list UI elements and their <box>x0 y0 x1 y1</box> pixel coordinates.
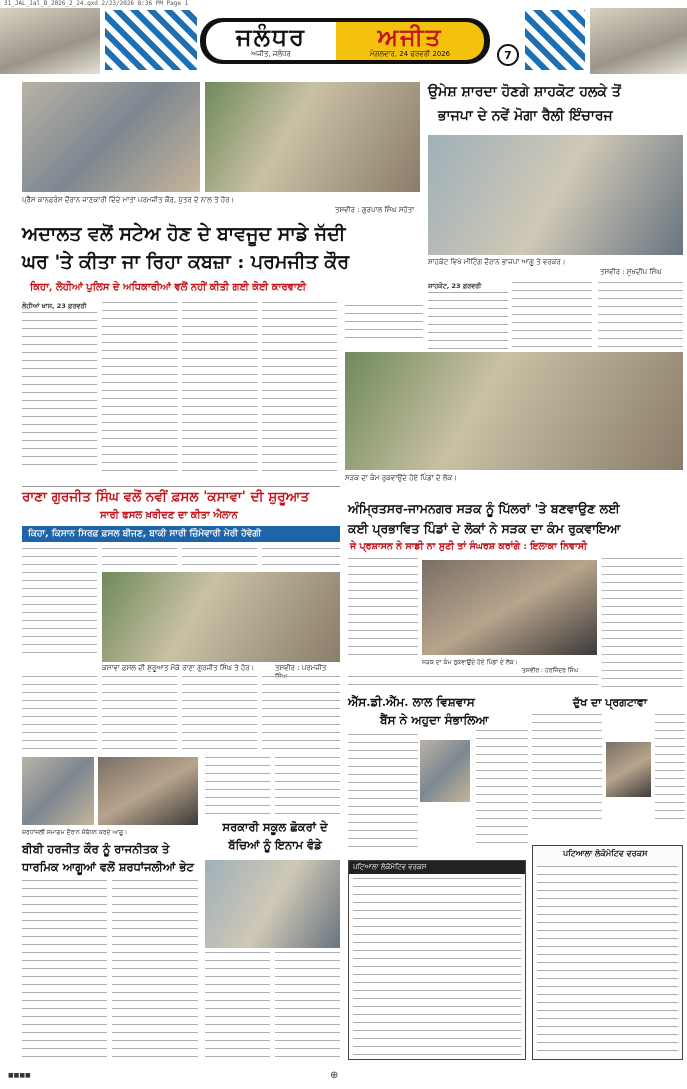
story-bottom-mid-photo <box>205 860 340 948</box>
story-bottom-mid-headline-2: ਬੱਚਿਆਂ ਨੂੰ ਇਨਾਮ ਵੰਡੇ <box>228 838 322 852</box>
story-top-left-headline-2: ਘਰ 'ਤੇ ਕੀਤਾ ਜਾ ਰਿਹਾ ਕਬਜ਼ਾ : ਪਰਮਜੀਤ ਕੌਰ <box>22 251 350 273</box>
story-top-left-photo-2 <box>205 82 420 192</box>
story-top-right-column-0 <box>345 305 423 345</box>
story-mid-right-caption: ਸੜਕ ਦਾ ਕੰਮ ਰੁਕਵਾਉਂਦੇ ਹੋਏ ਪਿੰਡਾਂ ਦੇ ਲੋਕ। <box>422 659 518 666</box>
masthead-title-left: ਜਲੰਧਰ <box>236 21 306 51</box>
story-mid-left-credit: ਤਸਵੀਰ : ਪਰਮਜੀਤ <box>275 664 327 672</box>
story-top-right-headline-1: ਉਮੇਸ਼ ਸ਼ਾਰਦਾ ਹੋਣਗੇ ਸ਼ਾਹਕੋਟ ਹਲਕੇ ਤੋਂ <box>428 84 621 100</box>
notice-ad-left <box>348 860 526 1060</box>
notice-ad-right-title: ਪਟਿਆਲਾ ਲੋਕੋਮੋਟਿਵ ਵਰਕਸ <box>563 849 648 858</box>
story-bottom-mid-text-2 <box>275 757 340 817</box>
story-mid-left-photo <box>102 572 340 662</box>
story-mid-right-headline-2: ਕਈ ਪ੍ਰਭਾਵਿਤ ਪਿੰਡਾਂ ਦੇ ਲੋਕਾਂ ਨੇ ਸੜਕ ਦਾ ਕੰਮ ਰੁਕਵਾਇਆ <box>348 521 621 536</box>
story-bottom-right-headline-1: ਐੱਸ.ਡੀ.ਐੱਮ. ਲਾਲ ਵਿਸ਼ਵਾਸ <box>348 695 475 709</box>
story-top-left-headline-1: ਅਦਾਲਤ ਵਲੋਂ ਸਟੇਅ ਹੋਣ ਦੇ ਬਾਵਜੂਦ ਸਾਡੇ ਜੱਦੀ <box>22 223 346 245</box>
story-top-left-credit: ਤਸਵੀਰ : ਗੁਰਪਾਲ ਸਿੰਘ ਸਹੋਤਾ <box>335 206 415 214</box>
story-bottom-mid-headline-1: ਸਰਕਾਰੀ ਸਕੂਲ ਛੋਕਰਾਂ ਦੇ <box>222 820 328 834</box>
notice-ad-right <box>532 845 683 1060</box>
registration-mark-icon: ⊕ <box>330 1070 339 1081</box>
header-building-photo-left <box>0 8 100 74</box>
masthead-title-right: ਅਜੀਤ <box>377 21 443 51</box>
story-bottom-left-photo-2 <box>98 757 198 825</box>
divider <box>22 486 340 487</box>
story-top-right-caption: ਸ਼ਾਹਕੋਟ ਵਿਖੇ ਮੀਟਿੰਗ ਦੌਰਾਨ ਭਾਜਪਾ ਆਗੂ ਤੇ ਵਰਕਰ। <box>428 258 566 266</box>
story-mid-left-column-6 <box>102 676 177 756</box>
story-top-left-caption: ਪ੍ਰੈੱਸ ਕਾਨਫ਼ਰੰਸ ਦੌਰਾਨ ਜਾਣਕਾਰੀ ਦਿੰਦੇ ਮਾਤਾ ਪਰਮਜੀਤ ਕੌਰ, ਪੁੱਤਰ ਦੇ ਨਾਲ ਤੇ ਹੋਰ। <box>22 196 235 204</box>
print-slug: 31_JAL_Jal_B_2026_2_24.qxd 2/23/2026 8:36 PM Page 1 <box>4 0 189 7</box>
masthead-subtitle: ਅਜੀਤ, ਜਲੰਧਰ <box>251 49 291 58</box>
story-mid-right-column-2 <box>602 558 683 688</box>
obituary-portrait <box>606 742 651 797</box>
header-building-photo-right <box>590 8 687 74</box>
story-mid-left-column-3 <box>182 548 257 568</box>
obituary-text-1 <box>532 714 602 824</box>
header-pattern-left <box>105 10 197 70</box>
story-mid-right-headline-1: ਅੰਮ੍ਰਿਤਸਰ-ਜਾਮਨਗਰ ਸੜਕ ਨੂੰ ਪਿੱਲਰਾਂ 'ਤੇ ਬਣਵਾਉਣ ਲਈ <box>348 501 620 516</box>
story-mid-left-column-2 <box>102 548 177 568</box>
story-bottom-right-headline-2: ਬੈਂਸ ਨੇ ਅਹੁਦਾ ਸੰਭਾਲਿਆ <box>380 713 489 727</box>
story-top-right-column-2 <box>512 282 592 352</box>
page-number: 7 <box>497 44 519 66</box>
story-bottom-left-headline-2: ਧਾਰਮਿਕ ਆਗੂਆਂ ਵਲੋਂ ਸ਼ਰਧਾਂਜਲੀਆਂ ਭੇਟ <box>22 860 194 874</box>
story-top-right-headline-2: ਭਾਜਪਾ ਦੇ ਨਵੇਂ ਮੋਗਾ ਰੈਲੀ ਇੰਚਾਰਜ <box>438 108 613 124</box>
story-mid-left-band: ਕਿਹਾ, ਕਿਸਾਨ ਸਿਰਫ਼ ਫ਼ਸਲ ਬੀਜਣ, ਬਾਕੀ ਸਾਰੀ ਜ਼ਿੰਮੇਵਾਰੀ ਮੇਰੀ ਹੋਵੇਗੀ <box>22 526 340 542</box>
story-bottom-mid-text-4 <box>275 952 340 1060</box>
masthead-right <box>336 22 484 60</box>
story-bottom-left-column-1 <box>22 880 107 1060</box>
story-top-left-column-4 <box>262 302 337 472</box>
story-mid-right-column-1 <box>348 558 418 658</box>
story-top-left-dateline: ਲੋਹੀਆਂ ਖ਼ਾਸ, 23 ਫ਼ਰਵਰੀ <box>22 302 87 310</box>
story-mid-right-photo <box>422 560 597 655</box>
notice-ad-right-body <box>537 866 678 1056</box>
story-top-left-column-1 <box>22 312 97 472</box>
story-mid-right-subhead: ਜੇ ਪ੍ਰਸ਼ਾਸਨ ਨੇ ਸਾਡੀ ਨਾ ਸੁਣੀ ਤਾਂ ਸੰਘਰਸ਼ ਕਰਾਂਗੇ : ਇਲਾਕਾ ਨਿਵਾਸੀ <box>350 541 587 552</box>
story-bottom-left-photo-1 <box>22 757 94 825</box>
story-mid-left-column-1 <box>22 548 97 658</box>
story-bottom-mid-text-3 <box>205 952 270 1060</box>
notice-ad-left-title: ਪਟਿਆਲਾ ਲੋਕੋਮੋਟਿਵ ਵਰਕਸ <box>349 861 525 874</box>
story-top-right-dateline: ਸ਼ਾਹਕੋਟ, 23 ਫ਼ਰਵਰੀ <box>428 282 482 290</box>
story-mid-left-column-5 <box>22 676 97 756</box>
header-pattern-right <box>525 10 585 70</box>
notice-ad-left-body <box>353 878 521 1058</box>
story-top-left-subhead: ਕਿਹਾ, ਲੋਹੀਆਂ ਪੁਲਿਸ ਦੇ ਅਧਿਕਾਰੀਆਂ ਵਲੋਂ ਨਹੀਂ ਕੀਤੀ ਗਈ ਕੋਈ ਕਾਰਵਾਈ <box>30 282 307 293</box>
story-top-left-photo-1 <box>22 82 200 192</box>
obituary-text-2 <box>655 714 685 824</box>
story-mid-right-credit: ਤਸਵੀਰ : ਹਰਜਿੰਦਰ ਸਿੰਘ <box>522 667 579 674</box>
story-mid-left-column-8 <box>262 676 340 756</box>
story-top-left-column-2 <box>102 302 177 472</box>
story-mid-right-column-3 <box>348 676 598 692</box>
story-top-right-column-1 <box>428 292 508 352</box>
story-mid-left-subhead: ਸਾਰੀ ਫਸਲ ਖ਼ਰੀਦਣ ਦਾ ਕੀਤਾ ਐਲਾਨ <box>100 510 238 521</box>
story-mid-right-group-photo <box>345 352 683 470</box>
story-mid-left-column-7 <box>182 676 257 756</box>
story-bottom-mid-text-1 <box>205 757 270 817</box>
obituary-title: ਦੁੱਖ ਦਾ ਪ੍ਰਗਟਾਵਾ <box>572 696 648 709</box>
masthead-date: ਮੰਗਲਵਾਰ, 24 ਫਰਵਰੀ 2026 <box>369 49 451 58</box>
story-mid-left-column-4 <box>262 548 340 568</box>
masthead <box>200 18 490 64</box>
story-top-right-photo <box>428 135 683 255</box>
story-mid-right-caption-top: ਸੜਕ ਦਾ ਕੰਮ ਰੁਕਵਾਉਂਦੇ ਹੋਏ ਪਿੰਡਾਂ ਦੇ ਲੋਕ। <box>345 474 457 482</box>
story-bottom-left-caption: ਸ਼ਰਧਾਂਜਲੀ ਸਮਾਗਮ ਦੌਰਾਨ ਸੰਬੋਧਨ ਕਰਦੇ ਆਗੂ। <box>22 829 128 836</box>
story-bottom-left-column-2 <box>112 880 198 1060</box>
story-bottom-left-headline-1: ਬੀਬੀ ਹਰਜੀਤ ਕੌਰ ਨੂੰ ਰਾਜਨੀਤਕ ਤੇ <box>22 842 170 856</box>
masthead-left <box>206 22 336 60</box>
story-mid-left-headline: ਰਾਣਾ ਗੁਰਜੀਤ ਸਿੰਘ ਵਲੋਂ ਨਵੀਂ ਫ਼ਸਲ 'ਕਸਾਵਾ' ਦੀ ਸ਼ੁਰੂਆਤ <box>22 489 309 505</box>
story-top-right-column-3 <box>598 282 683 352</box>
story-top-right-credit: ਤਸਵੀਰ : ਸੁਖਦੀਪ ਸਿੰਘ <box>600 268 662 276</box>
story-bottom-right-column-1 <box>348 734 418 854</box>
story-bottom-right-column-2 <box>476 730 528 850</box>
story-top-left-column-3 <box>182 302 257 472</box>
story-mid-left-caption: ਕਸਾਵਾ ਫ਼ਸਲ ਦੀ ਸ਼ੁਰੂਆਤ ਮੌਕੇ ਰਾਣਾ ਗੁਰਜੀਤ ਸਿੰਘ ਤੇ ਹੋਰ। <box>102 664 255 672</box>
sdm-portrait <box>420 740 470 802</box>
color-bar: ■■■■ <box>8 1072 31 1079</box>
